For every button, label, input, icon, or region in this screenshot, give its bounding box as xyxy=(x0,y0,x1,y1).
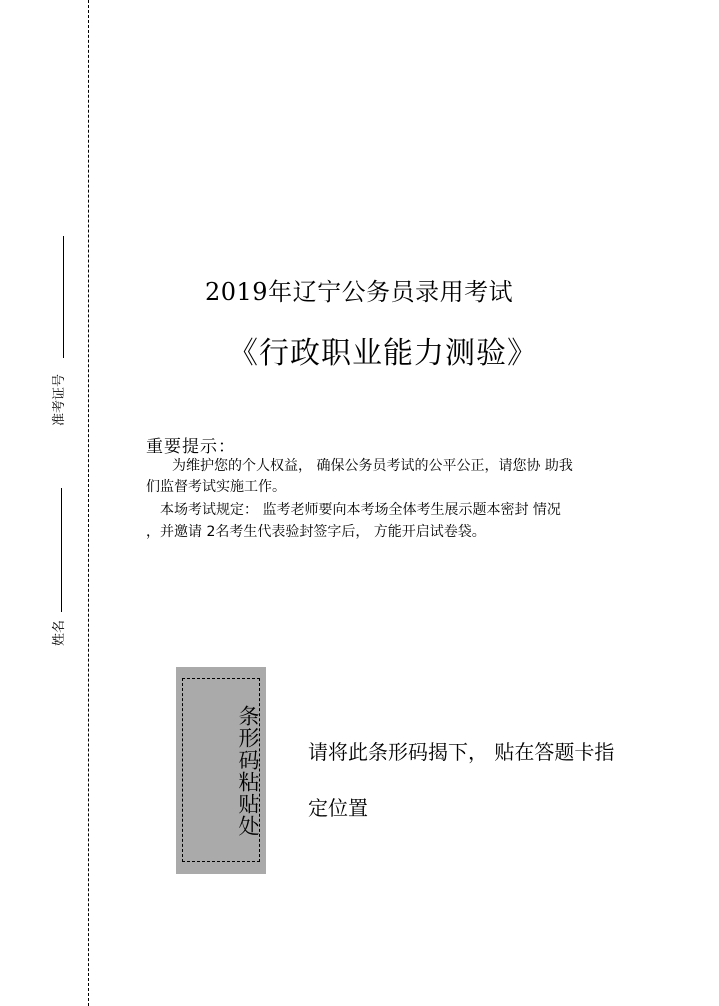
notice-line-4: ，并邀请 2名考生代表验封签字后， 方能开启试卷袋。 xyxy=(146,524,486,540)
barcode-sticker-area xyxy=(176,667,266,874)
exam-id-write-line xyxy=(63,236,64,358)
notice-line-2: 们监督考试实施工作。 xyxy=(146,479,286,495)
name-label: 姓名 xyxy=(52,619,67,646)
notice-line-3: 本场考试规定： 监考老师要向本考场全体考生展示题本密封 情况 xyxy=(160,502,561,518)
notice-line-1: 为维护您的个人权益， 确保公务员考试的公平公正，请您协 助我 xyxy=(172,458,573,474)
barcode-instruction-line-2: 定位置 xyxy=(308,796,368,820)
exam-subject-title: 《行政职业能力测验》 xyxy=(228,336,538,371)
barcode-label: 条形码粘贴处 xyxy=(236,705,260,837)
notice-heading: 重要提示： xyxy=(146,437,236,457)
barcode-dashed-frame xyxy=(182,678,260,862)
exam-id-label: 准考证号 xyxy=(52,373,67,426)
name-write-line xyxy=(61,488,62,612)
seal-cut-line xyxy=(88,0,89,1006)
barcode-instruction-line-1: 请将此条形码揭下， 贴在答题卡指 xyxy=(308,740,615,764)
barcode-instruction xyxy=(308,724,688,836)
exam-title: 2019年辽宁公务员录用考试 xyxy=(205,278,514,306)
